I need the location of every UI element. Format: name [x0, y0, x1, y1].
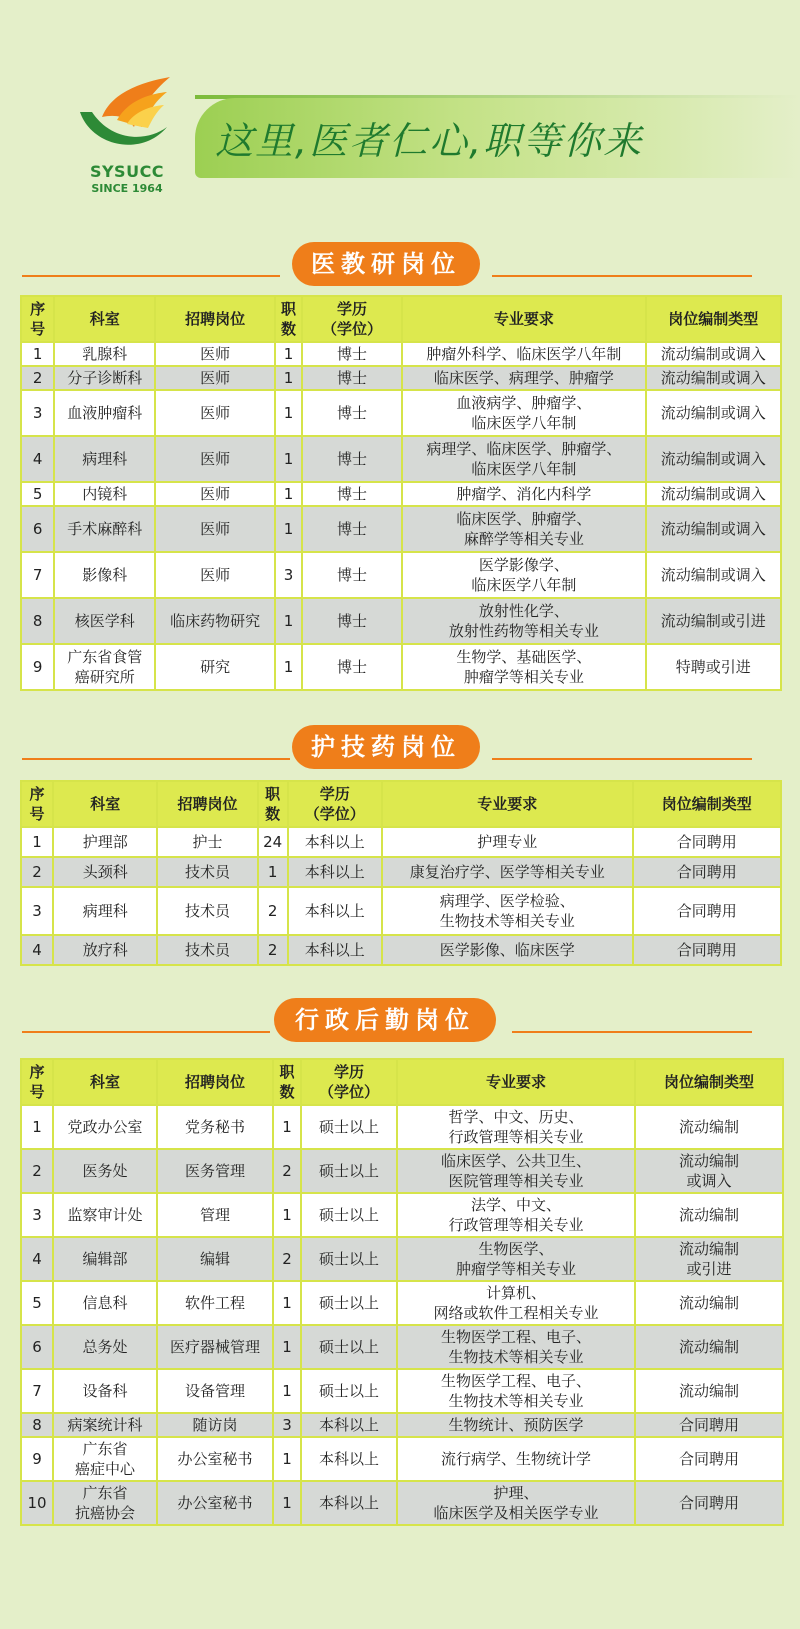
cell-post: 设备管理: [157, 1369, 273, 1413]
cell-type: 流动编制或调入: [646, 342, 781, 366]
cell-post: 技术员: [157, 887, 257, 935]
table-medical: [20, 295, 782, 691]
cell-major: 法学、中文、 行政管理等相关专业: [397, 1193, 635, 1237]
cell-dept: 党政办公室: [53, 1105, 157, 1149]
cell-major: 生物医学、 肿瘤学等相关专业: [397, 1237, 635, 1281]
column-header-type: 岗位编制类型: [635, 1059, 783, 1105]
cell-post: 党务秘书: [157, 1105, 273, 1149]
cell-dept: 分子诊断科: [54, 366, 155, 390]
cell-type: 流动编制或调入: [646, 390, 781, 436]
cell-major: 生物学、基础医学、 肿瘤学等相关专业: [402, 644, 646, 690]
section-title-nursing: [0, 725, 800, 769]
cell-count: 1: [275, 366, 302, 390]
cell-dept: 医务处: [53, 1149, 157, 1193]
cell-count: 1: [275, 644, 302, 690]
table-row: [21, 1105, 783, 1149]
column-header-major: 专业要求: [382, 781, 633, 827]
cell-type: 流动编制或调入: [646, 552, 781, 598]
logo-name: SYSUCC: [89, 162, 165, 181]
table-row: [21, 644, 781, 690]
section-title-admin: [0, 998, 800, 1042]
cell-post: 研究: [155, 644, 275, 690]
table-row: [21, 1481, 783, 1525]
cell-type: 流动编制: [635, 1105, 783, 1149]
table-admin: [20, 1058, 784, 1526]
cell-seq: 8: [21, 1413, 53, 1437]
table-row: [21, 857, 781, 887]
cell-post: 随访岗: [157, 1413, 273, 1437]
cell-seq: 1: [21, 1105, 53, 1149]
cell-edu: 本科以上: [301, 1413, 397, 1437]
cell-dept: 编辑部: [53, 1237, 157, 1281]
table-row: [21, 598, 781, 644]
section-pill: 行政后勤岗位: [274, 998, 496, 1042]
cell-edu: 本科以上: [301, 1481, 397, 1525]
cell-post: 医师: [155, 436, 275, 482]
cell-count: 1: [273, 1325, 301, 1369]
cell-type: 合同聘用: [635, 1481, 783, 1525]
cell-seq: 3: [21, 1193, 53, 1237]
cell-edu: 博士: [302, 366, 402, 390]
cell-type: 流动编制: [635, 1369, 783, 1413]
cell-type: 流动编制: [635, 1281, 783, 1325]
cell-type: 流动编制或调入: [646, 436, 781, 482]
cell-dept: 放疗科: [53, 935, 157, 965]
cell-post: 医疗器械管理: [157, 1325, 273, 1369]
column-header-count: 职 数: [258, 781, 288, 827]
column-header-dept: 科室: [53, 781, 157, 827]
cell-count: 1: [273, 1105, 301, 1149]
cell-edu: 本科以上: [288, 935, 382, 965]
cell-count: 2: [273, 1149, 301, 1193]
cell-major: 临床医学、肿瘤学、 麻醉学等相关专业: [402, 506, 646, 552]
table-row: [21, 1193, 783, 1237]
cell-edu: 博士: [302, 552, 402, 598]
cell-dept: 广东省食管 癌研究所: [54, 644, 155, 690]
table-row: [21, 935, 781, 965]
cell-seq: 7: [21, 552, 54, 598]
cell-major: 生物医学工程、电子、 生物技术等相关专业: [397, 1369, 635, 1413]
cell-dept: 广东省 癌症中心: [53, 1437, 157, 1481]
cell-count: 1: [273, 1437, 301, 1481]
cell-seq: 9: [21, 644, 54, 690]
cell-type: 流动编制或调入: [646, 506, 781, 552]
slogan-text: 这里,医者仁心,职等你来: [215, 119, 644, 163]
cell-dept: 内镜科: [54, 482, 155, 506]
cell-edu: 本科以上: [288, 887, 382, 935]
column-header-type: 岗位编制类型: [646, 296, 781, 342]
cell-post: 医师: [155, 506, 275, 552]
cell-major: 哲学、中文、历史、 行政管理等相关专业: [397, 1105, 635, 1149]
cell-post: 医务管理: [157, 1149, 273, 1193]
cell-major: 医学影像、临床医学: [382, 935, 633, 965]
cell-dept: 影像科: [54, 552, 155, 598]
cell-post: 技术员: [157, 935, 257, 965]
cell-seq: 3: [21, 887, 53, 935]
column-header-seq: 序 号: [21, 781, 53, 827]
cell-dept: 病理科: [54, 436, 155, 482]
table-nursing: [20, 780, 782, 966]
cell-major: 肿瘤学、消化内科学: [402, 482, 646, 506]
cell-edu: 硕士以上: [301, 1325, 397, 1369]
cell-type: 流动编制或调入: [646, 366, 781, 390]
cell-major: 生物医学工程、电子、 生物技术等相关专业: [397, 1325, 635, 1369]
cell-type: 合同聘用: [633, 887, 781, 935]
table-row: [21, 390, 781, 436]
cell-seq: 1: [21, 342, 54, 366]
cell-dept: 广东省 抗癌协会: [53, 1481, 157, 1525]
cell-major: 护理专业: [382, 827, 633, 857]
cell-type: 流动编制 或调入: [635, 1149, 783, 1193]
cell-count: 1: [275, 598, 302, 644]
cell-seq: 8: [21, 598, 54, 644]
cell-edu: 硕士以上: [301, 1193, 397, 1237]
cell-seq: 4: [21, 935, 53, 965]
column-header-post: 招聘岗位: [157, 781, 257, 827]
cell-post: 医师: [155, 390, 275, 436]
column-header-edu: 学历 （学位）: [301, 1059, 397, 1105]
cell-edu: 本科以上: [288, 827, 382, 857]
cell-count: 1: [273, 1481, 301, 1525]
table-row: [21, 366, 781, 390]
cell-type: 特聘或引进: [646, 644, 781, 690]
cell-post: 软件工程: [157, 1281, 273, 1325]
column-header-count: 职 数: [275, 296, 302, 342]
table-row: [21, 887, 781, 935]
logo-since: SINCE 1964: [91, 182, 163, 195]
cell-type: 流动编制: [635, 1325, 783, 1369]
cell-post: 编辑: [157, 1237, 273, 1281]
cell-count: 1: [273, 1369, 301, 1413]
cell-major: 生物统计、预防医学: [397, 1413, 635, 1437]
title-divider-left: [22, 758, 290, 760]
cell-dept: 设备科: [53, 1369, 157, 1413]
cell-seq: 6: [21, 1325, 53, 1369]
table-row: [21, 1149, 783, 1193]
table-row: [21, 1437, 783, 1481]
cell-count: 1: [273, 1281, 301, 1325]
cell-edu: 本科以上: [288, 857, 382, 887]
cell-seq: 4: [21, 1237, 53, 1281]
cell-edu: 硕士以上: [301, 1281, 397, 1325]
logo-mark-icon: [72, 72, 182, 167]
table-row: [21, 1325, 783, 1369]
cell-edu: 博士: [302, 506, 402, 552]
title-divider-right: [492, 758, 752, 760]
cell-post: 办公室秘书: [157, 1481, 273, 1525]
cell-type: 合同聘用: [635, 1413, 783, 1437]
cell-count: 1: [273, 1193, 301, 1237]
cell-count: 1: [275, 436, 302, 482]
table-row: [21, 436, 781, 482]
title-divider-right: [492, 275, 752, 277]
cell-major: 临床医学、病理学、肿瘤学: [402, 366, 646, 390]
cell-seq: 5: [21, 1281, 53, 1325]
table-row: [21, 1413, 783, 1437]
title-divider-left: [22, 1031, 270, 1033]
cell-type: 合同聘用: [633, 857, 781, 887]
table-row: [21, 552, 781, 598]
cell-count: 2: [273, 1237, 301, 1281]
cell-seq: 2: [21, 857, 53, 887]
cell-dept: 手术麻醉科: [54, 506, 155, 552]
table-row: [21, 1369, 783, 1413]
cell-seq: 3: [21, 390, 54, 436]
cell-edu: 博士: [302, 436, 402, 482]
cell-edu: 硕士以上: [301, 1237, 397, 1281]
table-row: [21, 827, 781, 857]
cell-post: 办公室秘书: [157, 1437, 273, 1481]
cell-seq: 4: [21, 436, 54, 482]
cell-count: 1: [275, 342, 302, 366]
cell-type: 流动编制 或引进: [635, 1237, 783, 1281]
cell-edu: 博士: [302, 390, 402, 436]
column-header-type: 岗位编制类型: [633, 781, 781, 827]
column-header-edu: 学历 （学位）: [288, 781, 382, 827]
cell-dept: 病案统计科: [53, 1413, 157, 1437]
cell-type: 流动编制或引进: [646, 598, 781, 644]
cell-dept: 核医学科: [54, 598, 155, 644]
cell-major: 护理、 临床医学及相关医学专业: [397, 1481, 635, 1525]
cell-post: 医师: [155, 342, 275, 366]
cell-seq: 10: [21, 1481, 53, 1525]
cell-dept: 监察审计处: [53, 1193, 157, 1237]
column-header-dept: 科室: [53, 1059, 157, 1105]
cell-count: 1: [275, 506, 302, 552]
cell-seq: 7: [21, 1369, 53, 1413]
cell-major: 流行病学、生物统计学: [397, 1437, 635, 1481]
cell-post: 医师: [155, 366, 275, 390]
cell-seq: 2: [21, 366, 54, 390]
cell-edu: 硕士以上: [301, 1369, 397, 1413]
cell-count: 1: [275, 390, 302, 436]
page-header: [0, 70, 800, 210]
table-row: [21, 1281, 783, 1325]
cell-count: 3: [275, 552, 302, 598]
cell-dept: 病理科: [53, 887, 157, 935]
cell-type: 流动编制: [635, 1193, 783, 1237]
cell-post: 医师: [155, 482, 275, 506]
cell-type: 流动编制或调入: [646, 482, 781, 506]
cell-count: 2: [258, 935, 288, 965]
table-row: [21, 506, 781, 552]
column-header-edu: 学历 （学位）: [302, 296, 402, 342]
section-pill: 护技药岗位: [292, 725, 480, 769]
cell-count: 2: [258, 887, 288, 935]
cell-major: 病理学、临床医学、肿瘤学、 临床医学八年制: [402, 436, 646, 482]
table-row: [21, 342, 781, 366]
cell-edu: 本科以上: [301, 1437, 397, 1481]
cell-major: 血液病学、肿瘤学、 临床医学八年制: [402, 390, 646, 436]
cell-seq: 9: [21, 1437, 53, 1481]
column-header-dept: 科室: [54, 296, 155, 342]
cell-seq: 2: [21, 1149, 53, 1193]
cell-post: 技术员: [157, 857, 257, 887]
title-divider-left: [22, 275, 280, 277]
cell-seq: 6: [21, 506, 54, 552]
table-row: [21, 482, 781, 506]
cell-post: 护士: [157, 827, 257, 857]
column-header-seq: 序 号: [21, 296, 54, 342]
cell-dept: 乳腺科: [54, 342, 155, 366]
cell-major: 康复治疗学、医学等相关专业: [382, 857, 633, 887]
cell-major: 放射性化学、 放射性药物等相关专业: [402, 598, 646, 644]
cell-edu: 博士: [302, 644, 402, 690]
column-header-count: 职 数: [273, 1059, 301, 1105]
cell-post: 医师: [155, 552, 275, 598]
cell-major: 临床医学、公共卫生、 医院管理等相关专业: [397, 1149, 635, 1193]
column-header-seq: 序 号: [21, 1059, 53, 1105]
table-row: [21, 1237, 783, 1281]
cell-dept: 头颈科: [53, 857, 157, 887]
cell-major: 病理学、医学检验、 生物技术等相关专业: [382, 887, 633, 935]
cell-edu: 硕士以上: [301, 1105, 397, 1149]
cell-type: 合同聘用: [635, 1437, 783, 1481]
cell-major: 计算机、 网络或软件工程相关专业: [397, 1281, 635, 1325]
cell-dept: 信息科: [53, 1281, 157, 1325]
cell-seq: 1: [21, 827, 53, 857]
cell-edu: 博士: [302, 598, 402, 644]
cell-count: 1: [275, 482, 302, 506]
cell-dept: 总务处: [53, 1325, 157, 1369]
sysucc-logo: [72, 72, 182, 202]
cell-major: 肿瘤外科学、临床医学八年制: [402, 342, 646, 366]
column-header-post: 招聘岗位: [157, 1059, 273, 1105]
title-divider-right: [512, 1031, 752, 1033]
cell-post: 临床药物研究: [155, 598, 275, 644]
cell-count: 3: [273, 1413, 301, 1437]
cell-seq: 5: [21, 482, 54, 506]
cell-count: 24: [258, 827, 288, 857]
cell-major: 医学影像学、 临床医学八年制: [402, 552, 646, 598]
cell-post: 管理: [157, 1193, 273, 1237]
cell-type: 合同聘用: [633, 935, 781, 965]
cell-type: 合同聘用: [633, 827, 781, 857]
column-header-post: 招聘岗位: [155, 296, 275, 342]
section-title-medical: [0, 242, 800, 286]
cell-count: 1: [258, 857, 288, 887]
cell-edu: 硕士以上: [301, 1149, 397, 1193]
cell-edu: 博士: [302, 342, 402, 366]
column-header-major: 专业要求: [402, 296, 646, 342]
section-pill: 医教研岗位: [292, 242, 480, 286]
cell-dept: 护理部: [53, 827, 157, 857]
column-header-major: 专业要求: [397, 1059, 635, 1105]
cell-edu: 博士: [302, 482, 402, 506]
cell-dept: 血液肿瘤科: [54, 390, 155, 436]
